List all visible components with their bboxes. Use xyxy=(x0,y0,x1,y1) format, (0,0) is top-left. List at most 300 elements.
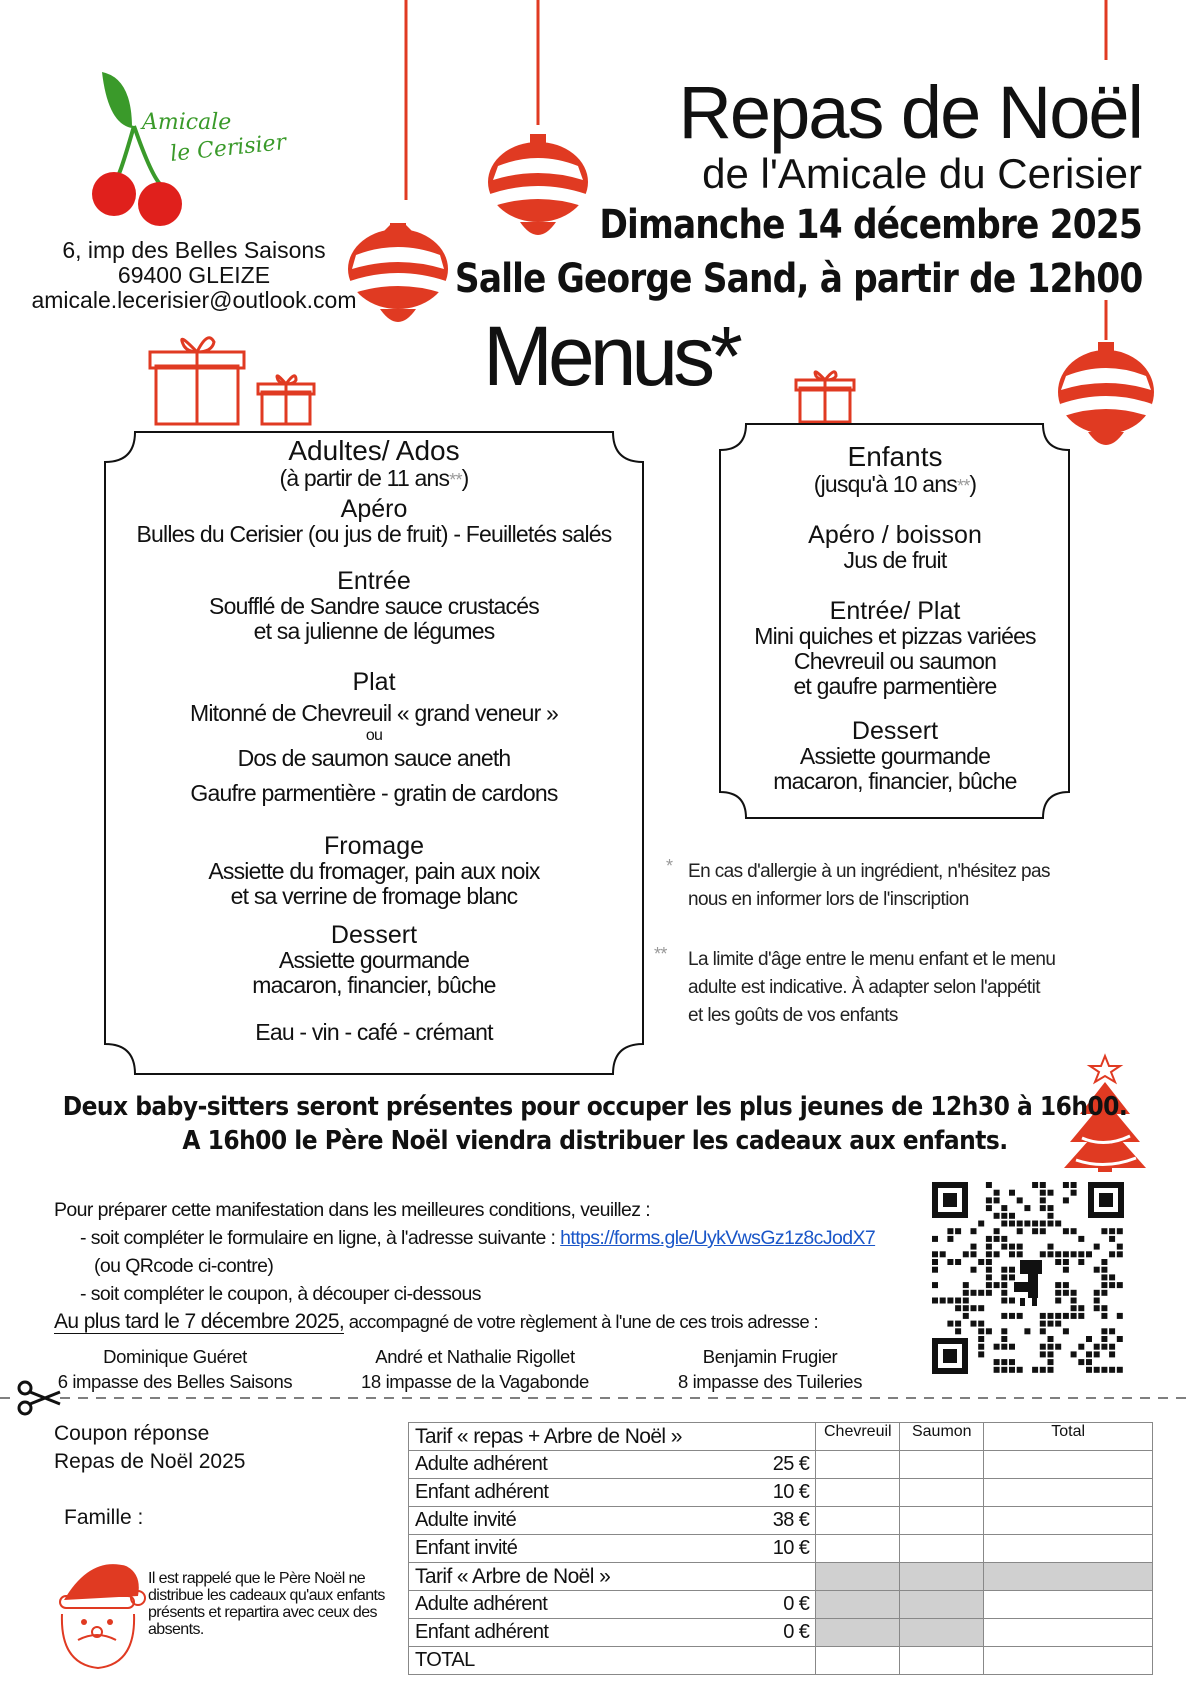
qr-module xyxy=(1009,1267,1015,1273)
qr-module xyxy=(932,1298,938,1304)
qr-module xyxy=(1071,1298,1077,1304)
contact-street: 6 impasse des Belles Saisons xyxy=(57,1371,293,1392)
row-label-text: Enfant invité xyxy=(415,1537,518,1559)
total-cell[interactable] xyxy=(984,1535,1153,1563)
row-label-text: Adulte adhérent xyxy=(415,1593,548,1615)
kids-plat-line3: et gaufre parmentière xyxy=(793,673,997,699)
chevreuil-qty-cell[interactable] xyxy=(816,1451,900,1479)
qr-module xyxy=(1040,1205,1046,1211)
qr-module xyxy=(1063,1259,1069,1265)
disabled-cell xyxy=(900,1563,984,1591)
kids-dessert-heading: Dessert xyxy=(851,717,939,745)
qr-module xyxy=(1101,1282,1107,1288)
qr-module xyxy=(986,1205,992,1211)
event-date: Dimanche 14 décembre 2025 xyxy=(599,202,1142,248)
qr-module xyxy=(1001,1313,1007,1319)
qr-module xyxy=(1101,1228,1107,1234)
row-label xyxy=(409,1479,816,1507)
note1-line2: nous en informer lors de l'inscription xyxy=(688,889,969,910)
qr-module xyxy=(1009,1221,1015,1227)
qr-module xyxy=(1078,1313,1084,1319)
total-cell[interactable] xyxy=(984,1619,1153,1647)
qr-module xyxy=(1063,1182,1069,1188)
qr-module xyxy=(986,1259,992,1265)
kids-dessert-line2: macaron, financier, bûche xyxy=(773,768,1017,794)
qr-module xyxy=(971,1228,977,1234)
chevreuil-qty-cell[interactable] xyxy=(816,1507,900,1535)
qr-module xyxy=(955,1328,961,1334)
qr-module xyxy=(1024,1328,1030,1334)
qr-module xyxy=(1094,1351,1100,1357)
address-city: 69400 GLEIZE xyxy=(117,262,271,288)
disabled-cell xyxy=(984,1563,1153,1591)
qr-module xyxy=(1094,1298,1100,1304)
table-row xyxy=(409,1507,1153,1535)
qr-module xyxy=(1048,1313,1054,1319)
qr-module xyxy=(1048,1213,1054,1219)
qr-module xyxy=(1094,1367,1100,1373)
form-link[interactable]: https://forms.gle/UykVwsGz1z8cJodX7 xyxy=(560,1227,876,1249)
qr-module xyxy=(986,1274,992,1280)
qr-module xyxy=(1078,1344,1084,1350)
qr-module xyxy=(994,1197,1000,1203)
qr-module xyxy=(1009,1190,1015,1196)
qr-module xyxy=(1063,1267,1069,1273)
saumon-qty-cell[interactable] xyxy=(900,1535,984,1563)
qr-module xyxy=(932,1259,938,1265)
qr-module xyxy=(1048,1205,1054,1211)
qr-module xyxy=(994,1359,1000,1365)
kids-plat-line1: Mini quiches et pizzas variées xyxy=(754,623,1036,649)
qr-module xyxy=(1040,1313,1046,1319)
logo-text-line2: le Cerisier xyxy=(169,129,288,168)
qr-module xyxy=(1024,1205,1030,1211)
qr-module xyxy=(994,1367,1000,1373)
qr-module xyxy=(1117,1367,1123,1373)
total-cell[interactable] xyxy=(984,1591,1153,1619)
qr-module xyxy=(1086,1367,1092,1373)
babysitter-banner-line1: Deux baby-sitters seront présentes pour occuper les plus jeunes de 12h30 à 16h00. xyxy=(62,1092,1128,1122)
qr-module xyxy=(978,1305,984,1311)
qr-module xyxy=(1055,1290,1061,1296)
total-saumon-cell[interactable] xyxy=(900,1647,984,1675)
qr-module xyxy=(1055,1282,1061,1288)
qr-module xyxy=(1009,1213,1015,1219)
total-cell[interactable] xyxy=(984,1451,1153,1479)
qr-module xyxy=(963,1290,969,1296)
qr-module xyxy=(1048,1344,1054,1350)
qr-module xyxy=(986,1251,992,1257)
kids-plat-heading: Entrée/ Plat xyxy=(829,597,961,625)
qr-module xyxy=(986,1244,992,1250)
row-label-text: Adulte invité xyxy=(415,1509,517,1531)
row-price: 0 € xyxy=(783,1621,810,1643)
plat-line3: Gaufre parmentière - gratin de cardons xyxy=(190,780,558,806)
qr-module xyxy=(1055,1321,1061,1327)
qr-module xyxy=(1101,1344,1107,1350)
qr-module xyxy=(1109,1251,1115,1257)
qr-module xyxy=(1001,1336,1007,1342)
table-row xyxy=(409,1451,1153,1479)
col-chevreuil: Chevreuil xyxy=(816,1423,900,1451)
table-row xyxy=(409,1535,1153,1563)
qr-module xyxy=(1017,1221,1023,1227)
qr-module xyxy=(1017,1228,1023,1234)
qr-module xyxy=(1040,1197,1046,1203)
qr-module xyxy=(1101,1305,1107,1311)
qr-module xyxy=(1055,1259,1061,1265)
age-text: (jusqu'à 10 ans xyxy=(813,471,957,497)
qr-module xyxy=(955,1305,961,1311)
disabled-cell xyxy=(816,1591,900,1619)
qr-module xyxy=(1101,1367,1107,1373)
apero-text: Bulles du Cerisier (ou jus de fruit) - Feuilletés salés xyxy=(136,521,612,547)
logo-text-line1: Amicale xyxy=(142,110,232,135)
qr-module xyxy=(1017,1367,1023,1373)
saumon-qty-cell[interactable] xyxy=(900,1507,984,1535)
qr-module xyxy=(1109,1236,1115,1242)
qr-module xyxy=(1040,1328,1046,1334)
qr-module xyxy=(1017,1197,1023,1203)
age-note xyxy=(654,946,1114,1030)
fromage-heading: Fromage xyxy=(323,832,425,860)
table-row xyxy=(409,1479,1153,1507)
saumon-qty-cell[interactable] xyxy=(900,1451,984,1479)
qr-module xyxy=(978,1351,984,1357)
qr-module xyxy=(1101,1313,1107,1319)
qr-module xyxy=(1109,1351,1115,1357)
qr-module xyxy=(971,1321,977,1327)
babysitter-banner-line2: A 16h00 le Père Noël viendra distribuer les cadeaux aux enfants. xyxy=(182,1126,1008,1156)
saumon-qty-cell[interactable] xyxy=(900,1479,984,1507)
kids-apero-heading: Apéro / boisson xyxy=(808,521,982,549)
qr-module xyxy=(978,1336,984,1342)
note1-line1: En cas d'allergie à un ingrédient, n'hésitez pas xyxy=(688,861,1050,882)
disabled-cell xyxy=(816,1619,900,1647)
qr-module xyxy=(1017,1313,1023,1319)
chevreuil-qty-cell[interactable] xyxy=(816,1479,900,1507)
age-close: ) xyxy=(461,465,469,491)
qr-module xyxy=(971,1244,977,1250)
entree-line2: et sa julienne de légumes xyxy=(253,618,495,644)
qr-module xyxy=(1048,1321,1054,1327)
age-stars: ** xyxy=(449,470,462,490)
qr-module xyxy=(1063,1282,1069,1288)
qr-module xyxy=(1040,1251,1046,1257)
kids-plat-line2: Chevreuil ou saumon xyxy=(793,648,997,674)
qr-module xyxy=(1032,1228,1038,1234)
qr-module xyxy=(1024,1221,1030,1227)
qr-module xyxy=(1001,1282,1007,1288)
section-header-arbre: Tarif « Arbre de Noël » xyxy=(409,1563,816,1591)
col-saumon: Saumon xyxy=(900,1423,984,1451)
row-price: 10 € xyxy=(772,1537,810,1559)
row-price: 38 € xyxy=(772,1509,810,1531)
qr-module xyxy=(978,1328,984,1334)
row-label-text: Enfant adhérent xyxy=(415,1621,549,1643)
qr-module xyxy=(955,1259,961,1265)
note-stars: ** xyxy=(654,944,667,964)
qr-module xyxy=(1063,1251,1069,1257)
age-stars: ** xyxy=(957,476,970,496)
qr-module xyxy=(1055,1344,1061,1350)
qr-module xyxy=(932,1236,938,1242)
table-row xyxy=(409,1647,1153,1675)
total-label: TOTAL xyxy=(409,1647,816,1675)
disabled-cell xyxy=(900,1591,984,1619)
qr-module xyxy=(1063,1290,1069,1296)
contact-name: André et Nathalie Rigollet xyxy=(375,1346,575,1367)
qr-module xyxy=(1101,1267,1107,1273)
qr-module xyxy=(1032,1221,1038,1227)
age-close: ) xyxy=(969,471,977,497)
note-star: * xyxy=(666,856,673,876)
dessert-line1: Assiette gourmande xyxy=(278,947,470,973)
qr-module xyxy=(1001,1344,1007,1350)
qr-module xyxy=(1009,1251,1015,1257)
table-row xyxy=(409,1563,1153,1591)
coupon-subtitle: Repas de Noël 2025 xyxy=(54,1450,246,1473)
qr-module xyxy=(1048,1221,1054,1227)
allergy-note xyxy=(666,856,1110,914)
qr-module xyxy=(1078,1251,1084,1257)
kids-menu-title: Enfants xyxy=(847,441,943,472)
qr-module xyxy=(1040,1367,1046,1373)
deadline-rest: accompagné de votre règlement à l'une de ces trois adresse : xyxy=(344,1311,819,1332)
row-label xyxy=(409,1451,816,1479)
qr-module xyxy=(994,1213,1000,1219)
tarif-table xyxy=(408,1422,1153,1675)
kids-menu-age xyxy=(724,472,1066,499)
qr-module xyxy=(1094,1305,1100,1311)
qr-module xyxy=(1094,1344,1100,1350)
row-label xyxy=(409,1507,816,1535)
instructions-option1 xyxy=(80,1224,875,1252)
page-subtitle: de l'Amicale du Cerisier xyxy=(702,150,1142,197)
family-label: Famille : xyxy=(64,1506,144,1529)
qr-module xyxy=(1117,1228,1123,1234)
qr-module xyxy=(1078,1305,1084,1311)
drinks-line: Eau - vin - café - crémant xyxy=(255,1019,493,1045)
total-cell[interactable] xyxy=(984,1507,1153,1535)
qr-module xyxy=(1109,1367,1115,1373)
scissors-icon xyxy=(19,1382,60,1414)
table-row xyxy=(409,1423,1153,1451)
qr-module xyxy=(978,1321,984,1327)
qr-module xyxy=(932,1282,938,1288)
qr-module xyxy=(1101,1328,1107,1334)
qr-module xyxy=(1001,1213,1007,1219)
qr-module xyxy=(955,1228,961,1234)
qr-code[interactable] xyxy=(928,1178,1128,1378)
address-email: amicale.lecerisier@outlook.com xyxy=(31,287,357,313)
qr-module xyxy=(963,1251,969,1257)
adults-menu xyxy=(110,436,638,1045)
row-price: 25 € xyxy=(772,1453,810,1475)
instructions-option2: - soit compléter le coupon, à découper ci-dessous xyxy=(80,1283,481,1305)
contact-name: Benjamin Frugier xyxy=(702,1346,838,1367)
age-text: (à partir de 11 ans xyxy=(279,465,450,491)
deadline-date: Au plus tard le 7 décembre 2025, xyxy=(54,1310,345,1333)
qr-module xyxy=(1040,1351,1046,1357)
qr-module xyxy=(986,1267,992,1273)
contact-street: 8 impasse des Tuileries xyxy=(677,1371,863,1392)
qr-module xyxy=(963,1313,969,1319)
coupon-title: Coupon réponse xyxy=(54,1422,210,1445)
qr-module xyxy=(932,1267,938,1273)
note2-line1: La limite d'âge entre le menu enfant et le menu xyxy=(688,949,1056,970)
qr-module xyxy=(1078,1236,1084,1242)
qr-module xyxy=(1040,1190,1046,1196)
qr-module xyxy=(986,1197,992,1203)
qr-module xyxy=(1001,1290,1007,1296)
qr-module xyxy=(986,1236,992,1242)
row-price: 10 € xyxy=(772,1481,810,1503)
qr-module xyxy=(1040,1228,1046,1234)
qr-module xyxy=(986,1290,992,1296)
qr-module xyxy=(1055,1298,1061,1304)
qr-module xyxy=(1101,1336,1107,1342)
qr-module xyxy=(1094,1290,1100,1296)
qr-module xyxy=(1001,1236,1007,1242)
qr-module xyxy=(1048,1359,1054,1365)
qr-module xyxy=(978,1259,984,1265)
qr-module xyxy=(1086,1359,1092,1365)
qr-module xyxy=(1055,1221,1061,1227)
qr-module xyxy=(1009,1359,1015,1365)
qr-module xyxy=(1071,1190,1077,1196)
kids-apero-text: Jus de fruit xyxy=(843,547,947,573)
qr-module xyxy=(994,1282,1000,1288)
total-cell[interactable] xyxy=(984,1479,1153,1507)
section-header-repas: Tarif « repas + Arbre de Noël » xyxy=(409,1423,816,1451)
kids-menu xyxy=(724,442,1066,794)
santa-icon xyxy=(50,1556,150,1676)
qr-module xyxy=(947,1236,953,1242)
qr-module xyxy=(1009,1244,1015,1250)
qr-module xyxy=(1117,1251,1123,1257)
qr-module xyxy=(1117,1313,1123,1319)
qr-module xyxy=(1001,1267,1007,1273)
qr-module xyxy=(1001,1359,1007,1365)
row-label xyxy=(409,1535,816,1563)
santa-note: Il est rappelé que le Père Noël ne distribue les cadeaux qu'aux enfants présents et repartira avec ceux des absents. xyxy=(148,1570,385,1638)
qr-module xyxy=(971,1251,977,1257)
qr-module xyxy=(1063,1313,1069,1319)
option1-text: - soit compléter le formulaire en ligne, à l'adresse suivante : xyxy=(80,1227,561,1249)
qr-module xyxy=(978,1344,984,1350)
qr-module xyxy=(1001,1221,1007,1227)
table-row xyxy=(409,1591,1153,1619)
qr-module xyxy=(1001,1367,1007,1373)
qr-module xyxy=(1063,1228,1069,1234)
contact-name: Dominique Guéret xyxy=(103,1346,247,1367)
qr-module xyxy=(1040,1182,1046,1188)
qr-module xyxy=(1117,1244,1123,1250)
adults-menu-title: Adultes/ Ados xyxy=(288,435,460,466)
qr-module xyxy=(1009,1367,1015,1373)
row-label-text: Adulte adhérent xyxy=(415,1453,548,1475)
dessert-line2: macaron, financier, bûche xyxy=(252,972,496,998)
address-street: 6, imp des Belles Saisons xyxy=(62,237,326,263)
apero-heading: Apéro xyxy=(340,495,408,523)
qr-module xyxy=(971,1267,977,1273)
qr-module xyxy=(963,1282,969,1288)
plat-or: ou xyxy=(365,727,383,744)
qr-module xyxy=(1009,1274,1015,1280)
qr-module xyxy=(1109,1344,1115,1350)
qr-module xyxy=(1101,1259,1107,1265)
qr-module xyxy=(1078,1359,1084,1365)
qr-module xyxy=(1055,1251,1061,1257)
qr-module xyxy=(994,1228,1000,1234)
qr-module xyxy=(940,1251,946,1257)
qr-module xyxy=(1109,1228,1115,1234)
qr-module xyxy=(1048,1244,1054,1250)
event-venue: Salle George Sand, à partir de 12h00 xyxy=(454,256,1142,302)
qr-module xyxy=(1001,1205,1007,1211)
chevreuil-qty-cell[interactable] xyxy=(816,1535,900,1563)
plat-line2: Dos de saumon sauce aneth xyxy=(237,745,511,771)
qr-module xyxy=(1101,1290,1107,1296)
qr-module xyxy=(1040,1321,1046,1327)
qr-module xyxy=(1101,1274,1107,1280)
qr-module xyxy=(1078,1259,1084,1265)
qr-module xyxy=(1094,1267,1100,1273)
disabled-cell xyxy=(900,1619,984,1647)
total-chevreuil-cell[interactable] xyxy=(816,1647,900,1675)
qr-module xyxy=(963,1298,969,1304)
qr-module xyxy=(1009,1298,1015,1304)
qr-module xyxy=(963,1305,969,1311)
qr-module xyxy=(1040,1221,1046,1227)
row-label xyxy=(409,1619,816,1647)
qr-module xyxy=(1086,1251,1092,1257)
qr-module xyxy=(1048,1367,1054,1373)
table-row xyxy=(409,1619,1153,1647)
qr-module xyxy=(1063,1197,1069,1203)
qr-module xyxy=(940,1298,946,1304)
qr-module xyxy=(1001,1274,1007,1280)
grand-total-cell[interactable] xyxy=(984,1647,1153,1675)
entree-line1: Soufflé de Sandre sauce crustacés xyxy=(209,593,539,619)
qr-module xyxy=(1040,1344,1046,1350)
qr-module xyxy=(955,1321,961,1327)
row-label-text: Enfant adhérent xyxy=(415,1481,549,1503)
instructions-intro: Pour préparer cette manifestation dans les meilleures conditions, veuillez : xyxy=(54,1199,651,1221)
entree-heading: Entrée xyxy=(337,567,411,595)
qr-module xyxy=(1048,1351,1054,1357)
qr-module xyxy=(1009,1344,1015,1350)
qr-module xyxy=(986,1328,992,1334)
page-title: Repas de Noël xyxy=(678,71,1142,154)
fromage-line2: et sa verrine de fromage blanc xyxy=(230,883,518,909)
qr-module xyxy=(1109,1328,1115,1334)
instructions-qrcode-hint: (ou QRcode ci-contre) xyxy=(94,1255,274,1277)
qr-module xyxy=(1071,1313,1077,1319)
qr-module xyxy=(947,1298,953,1304)
qr-module xyxy=(986,1282,992,1288)
qr-module xyxy=(1086,1351,1092,1357)
qr-module xyxy=(1032,1182,1038,1188)
plat-heading: Plat xyxy=(352,668,396,696)
qr-module xyxy=(955,1298,961,1304)
qr-module xyxy=(978,1290,984,1296)
qr-module xyxy=(1117,1336,1123,1342)
qr-module xyxy=(1063,1328,1069,1334)
qr-module xyxy=(1017,1244,1023,1250)
qr-module xyxy=(1032,1367,1038,1373)
